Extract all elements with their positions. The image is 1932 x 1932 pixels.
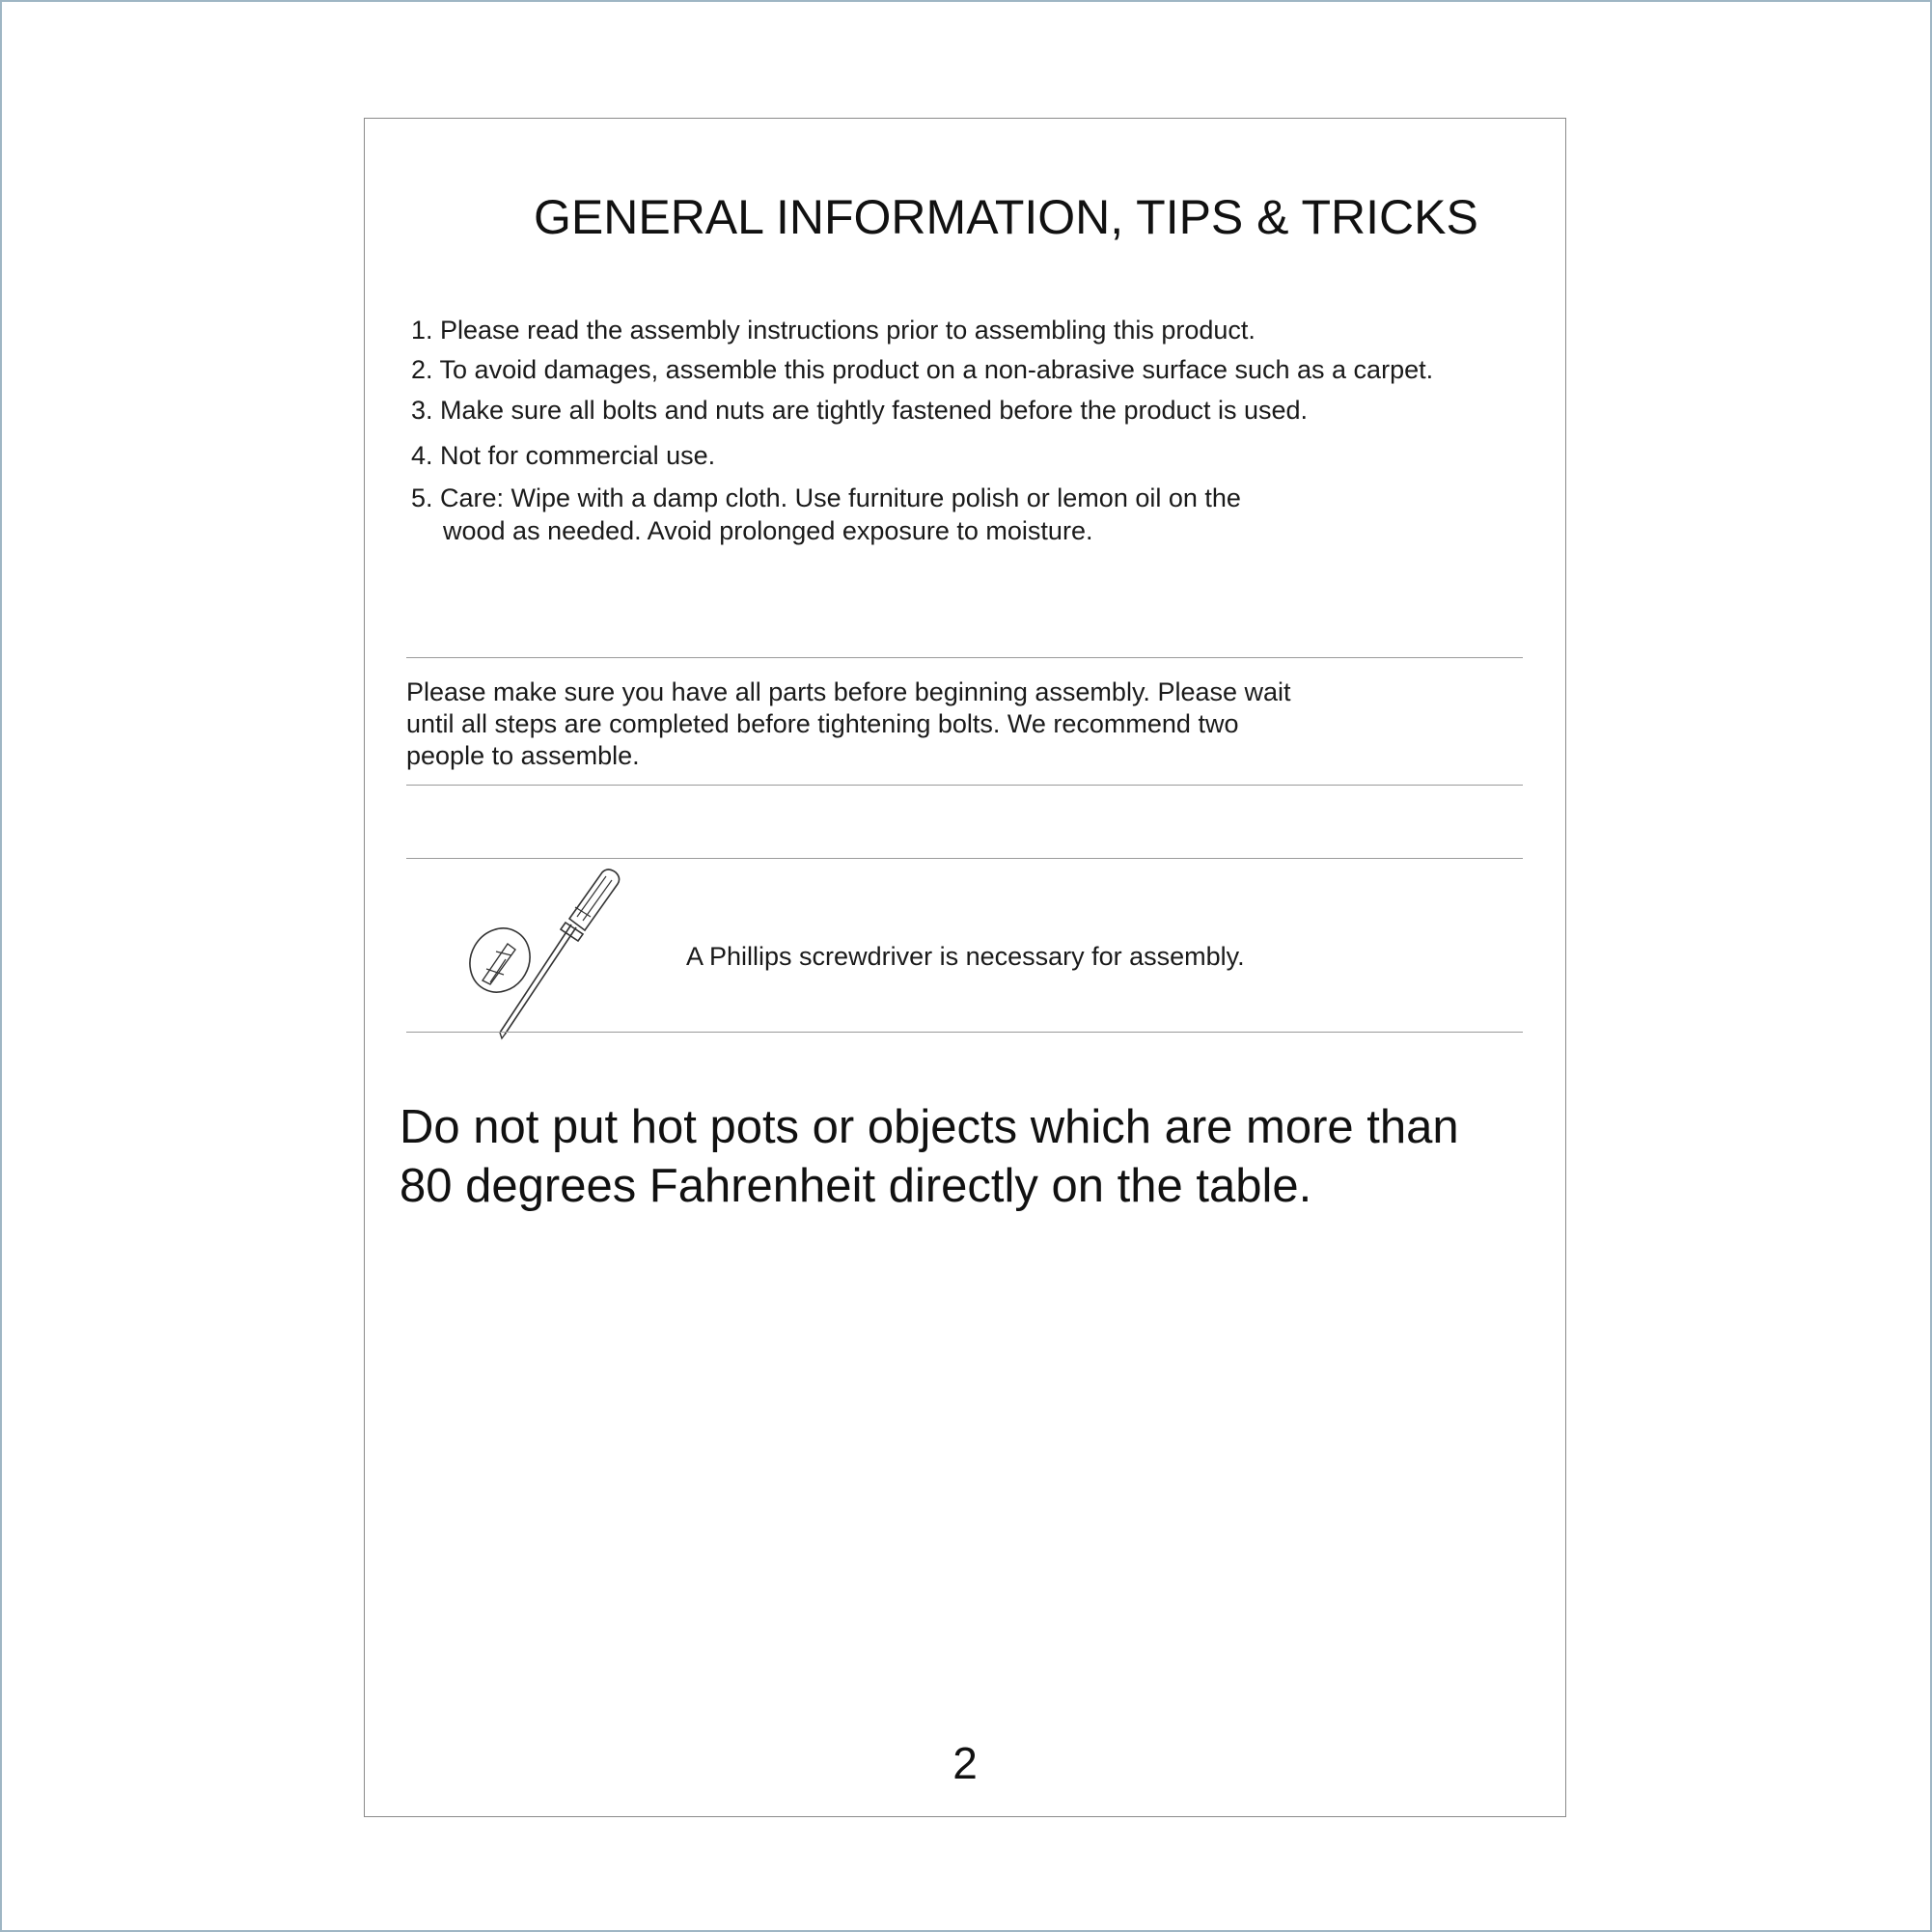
divider-notice-bottom bbox=[406, 785, 1523, 786]
assembly-notice bbox=[406, 676, 1291, 772]
instruction-page bbox=[364, 118, 1566, 1817]
heat-warning bbox=[400, 1098, 1459, 1216]
tip-item-5-line-1: 5. Care: Wipe with a damp cloth. Use furniture polish or lemon oil on the bbox=[411, 483, 1241, 512]
assembly-notice-line-3: people to assemble. bbox=[406, 741, 640, 770]
heat-warning-line-2: 80 degrees Fahrenheit directly on the table. bbox=[400, 1160, 1312, 1212]
tip-item-5 bbox=[411, 482, 1241, 547]
tip-item-3: 3. Make sure all bolts and nuts are tightly fastened before the product is used. bbox=[411, 396, 1309, 425]
divider-tool-top bbox=[406, 858, 1523, 859]
tip-item-5-line-2: wood as needed. Avoid prolonged exposure to moisture. bbox=[443, 516, 1093, 545]
divider-tool-bottom bbox=[406, 1032, 1523, 1033]
tip-item-2: 2. To avoid damages, assemble this product on a non-abrasive surface such as a carpet. bbox=[411, 355, 1434, 384]
assembly-notice-line-2: until all steps are completed before tightening bolts. We recommend two bbox=[406, 709, 1239, 738]
phillips-screwdriver-icon bbox=[461, 869, 654, 1040]
divider-notice-top bbox=[406, 657, 1523, 658]
page-number: 2 bbox=[952, 1738, 978, 1788]
screwdriver-requirement: A Phillips screwdriver is necessary for assembly. bbox=[686, 942, 1245, 971]
page-title: GENERAL INFORMATION, TIPS & TRICKS bbox=[534, 190, 1478, 244]
assembly-notice-line-1: Please make sure you have all parts before beginning assembly. Please wait bbox=[406, 677, 1291, 706]
heat-warning-line-1: Do not put hot pots or objects which are more than bbox=[400, 1101, 1459, 1153]
tip-item-4: 4. Not for commercial use. bbox=[411, 441, 716, 470]
tip-item-1: 1. Please read the assembly instructions prior to assembling this product. bbox=[411, 316, 1256, 345]
